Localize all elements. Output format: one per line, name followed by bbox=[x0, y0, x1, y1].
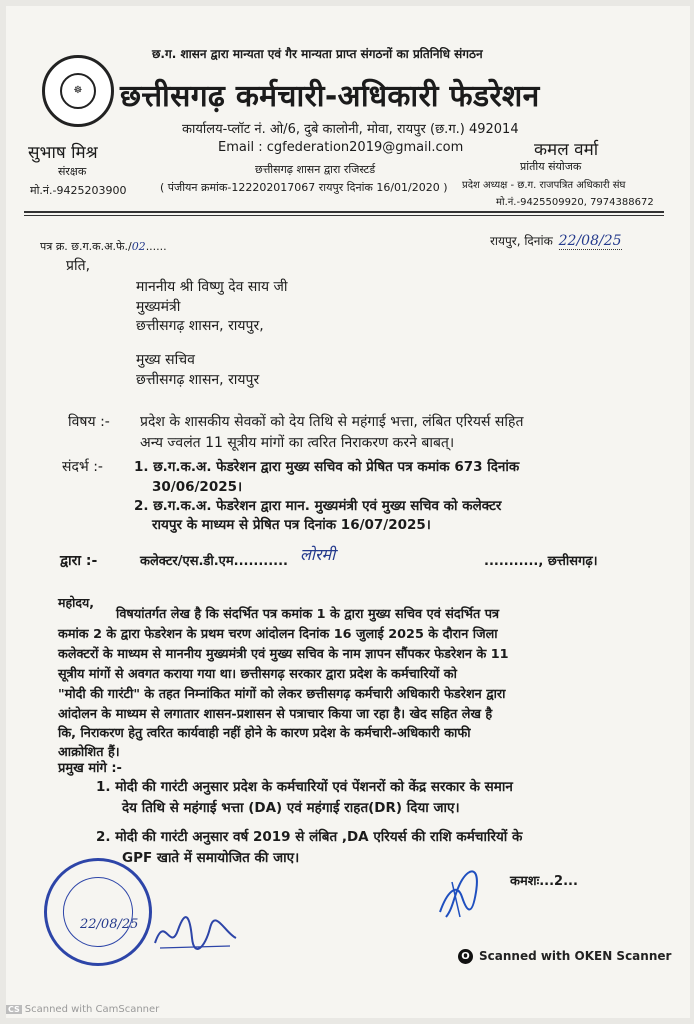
demand-line: 1. मोदी की गारंटी अनुसार प्रदेश के कर्मचारियों एवं पेंशनरों को केंद्र सरकार के समान bbox=[96, 779, 513, 795]
letterhead-divider bbox=[24, 211, 664, 213]
convenor-role-secondary: प्रदेश अध्यक्ष - छ.ग. राजपत्रित अधिकारी संघ bbox=[462, 180, 626, 191]
letterhead-divider-thin bbox=[24, 215, 664, 216]
via-label: द्वारा :- bbox=[60, 553, 98, 569]
letter-number-label: पत्र क्र. छ.ग.क.अ.फे./ bbox=[40, 240, 132, 253]
stamp-handwritten-date: 22/08/25 bbox=[80, 917, 139, 932]
body-line: "मोदी की गारंटी" के तहत निम्नांकित मांगों को लेकर छत्तीसगढ़ कर्मचारी अधिकारी फेडरेशन द्वारा bbox=[58, 687, 506, 702]
office-email: Email : cgfederation2019@gmail.com bbox=[218, 140, 464, 155]
recipient-line: छत्तीसगढ़ शासन, रायपुर bbox=[136, 372, 260, 388]
letter-number-dots: ...... bbox=[145, 240, 167, 253]
body-line: कलेक्टरों के माध्यम से माननीय मुख्यमंत्री एवं मुख्य सचिव के नाम ज्ञापन सौंपकर फेडरेशन के 11 bbox=[58, 647, 509, 662]
city-date-label: रायपुर, दिनांक bbox=[490, 234, 553, 248]
recipient-line: माननीय श्री विष्णु देव साय जी bbox=[136, 279, 288, 295]
via-authority-text: कलेक्टर/एस.डी.एम. bbox=[140, 554, 239, 569]
body-line: कमांक 2 के द्वारा फेडरेशन के प्रथम चरण आंदोलन दिनांक 16 जुलाई 2025 के दौरान जिला bbox=[58, 627, 498, 642]
letter-date-value: 22/08/25 bbox=[558, 233, 622, 249]
camscanner-logo-icon: CS bbox=[8, 1005, 20, 1014]
letterhead-tagline: छ.ग. शासन द्वारा मान्यता एवं गैर मान्यता प्राप्त संगठनों का प्रतिनिधि संगठन bbox=[152, 47, 483, 61]
oken-watermark-text: Scanned with OKEN Scanner bbox=[479, 949, 672, 963]
body-line: कि, निराकरण हेतु त्वरित कार्यवाही नहीं होने के कारण प्रदेश के कर्मचारी-अधिकारी काफी bbox=[58, 726, 471, 741]
continued-page-marker: कमशः...2... bbox=[510, 874, 578, 889]
body-line: आक्रोशित हैं। bbox=[58, 745, 120, 760]
sender-signature bbox=[432, 862, 488, 922]
body-line: आंदोलन के माध्यम से लगातार शासन-प्रशासन से पत्राचार किया जा रहा है। खेद सहित लेख है bbox=[58, 707, 493, 722]
oken-scanner-watermark bbox=[458, 949, 671, 964]
city-date bbox=[490, 232, 622, 250]
patron-name: सुभाष मिश्र bbox=[28, 143, 98, 163]
oken-logo-icon: O bbox=[458, 949, 473, 964]
via-handwritten-place: लोरमी bbox=[300, 545, 336, 564]
convenor-name: कमल वर्मा bbox=[534, 140, 599, 160]
body-line: सूत्रीय मांगों से अवगत कराया गया था। छत्तीसगढ़ सरकार द्वारा प्रदेश के कर्मचारियों को bbox=[58, 667, 457, 682]
seal-emblem-icon: ☸ bbox=[60, 73, 96, 109]
patron-role: संरक्षक bbox=[58, 165, 87, 178]
demand-line: देय तिथि से महंगाई भत्ता (DA) एवं महंगाई राहत(DR) दिया जाए। bbox=[122, 800, 460, 816]
subject-label: विषय :- bbox=[68, 414, 110, 430]
federation-name: छत्तीसगढ़ कर्मचारी-अधिकारी फेडरेशन bbox=[120, 79, 540, 114]
office-address: कार्यालय-प्लॉट नं. ओ/6, दुबे कालोनी, मोवा, रायपुर (छ.ग.) 492014 bbox=[182, 122, 519, 137]
patron-mobile: मो.नं.-9425203900 bbox=[30, 184, 127, 197]
registration-number: ( पंजीयन क्रमांक-122202017067 रायपुर दिनांक 16/01/2020 ) bbox=[160, 181, 448, 194]
subject-line: अन्य ज्वलंत 11 सूत्रीय मांगों का त्वरित निराकरण करने बाबत्। bbox=[140, 435, 455, 451]
registered-note: छत्तीसगढ़ शासन द्वारा रजिस्टर्ड bbox=[255, 163, 376, 176]
prati-label: प्रति, bbox=[66, 258, 91, 274]
convenor-role: प्रांतीय संयोजक bbox=[520, 160, 582, 173]
federation-seal-logo bbox=[42, 55, 114, 127]
via-authority-dots: .......... bbox=[238, 554, 288, 569]
recipient-line: मुख्यमंत्री bbox=[136, 299, 181, 315]
body-line: विषयांतर्गत लेख है कि संदर्भित पत्र कमांक 1 के द्वारा मुख्य सचिव एवं संदर्भित पत्र bbox=[116, 607, 500, 622]
reference-line: 2. छ.ग.क.अ. फेडरेशन द्वारा मान. मुख्यमंत्री एवं मुख्य सचिव को कलेक्टर bbox=[134, 498, 502, 514]
via-authority bbox=[140, 551, 288, 569]
reference-label: संदर्भ :- bbox=[62, 459, 103, 475]
camscanner-watermark-text: Scanned with CamScanner bbox=[24, 1004, 160, 1015]
receiver-signature bbox=[150, 908, 240, 958]
letter-number-value: 02 bbox=[131, 240, 146, 253]
reference-line: रायपुर के माध्यम से प्रेषित पत्र दिनांक 16/07/2025। bbox=[152, 517, 431, 533]
recipient-line: मुख्य सचिव bbox=[136, 352, 195, 368]
recipient-line: छत्तीसगढ़ शासन, रायपुर, bbox=[136, 318, 264, 334]
demands-label: प्रमुख मांगे :- bbox=[58, 761, 122, 776]
demand-line: 2. मोदी की गारंटी अनुसार वर्ष 2019 से लंबित ,DA एरियर्स की राशि कर्मचारियों के bbox=[96, 829, 523, 845]
demand-line: GPF खाते में समायोजित की जाए। bbox=[122, 850, 300, 866]
convenor-mobile: मो.नं.-9425509920, 7974388672 bbox=[496, 197, 654, 208]
subject-line: प्रदेश के शासकीय सेवकों को देय तिथि से महंगाई भत्ता, लंबित एरियर्स सहित bbox=[140, 414, 524, 430]
salutation: महोदय, bbox=[58, 595, 94, 610]
camscanner-watermark bbox=[6, 1004, 159, 1015]
reference-line: 30/06/2025। bbox=[152, 479, 243, 495]
letter-number bbox=[40, 239, 167, 254]
via-state: ..........., छत्तीसगढ़। bbox=[484, 554, 598, 569]
reference-line: 1. छ.ग.क.अ. फेडरेशन द्वारा मुख्य सचिव को प्रेषित पत्र कमांक 673 दिनांक bbox=[134, 459, 520, 475]
